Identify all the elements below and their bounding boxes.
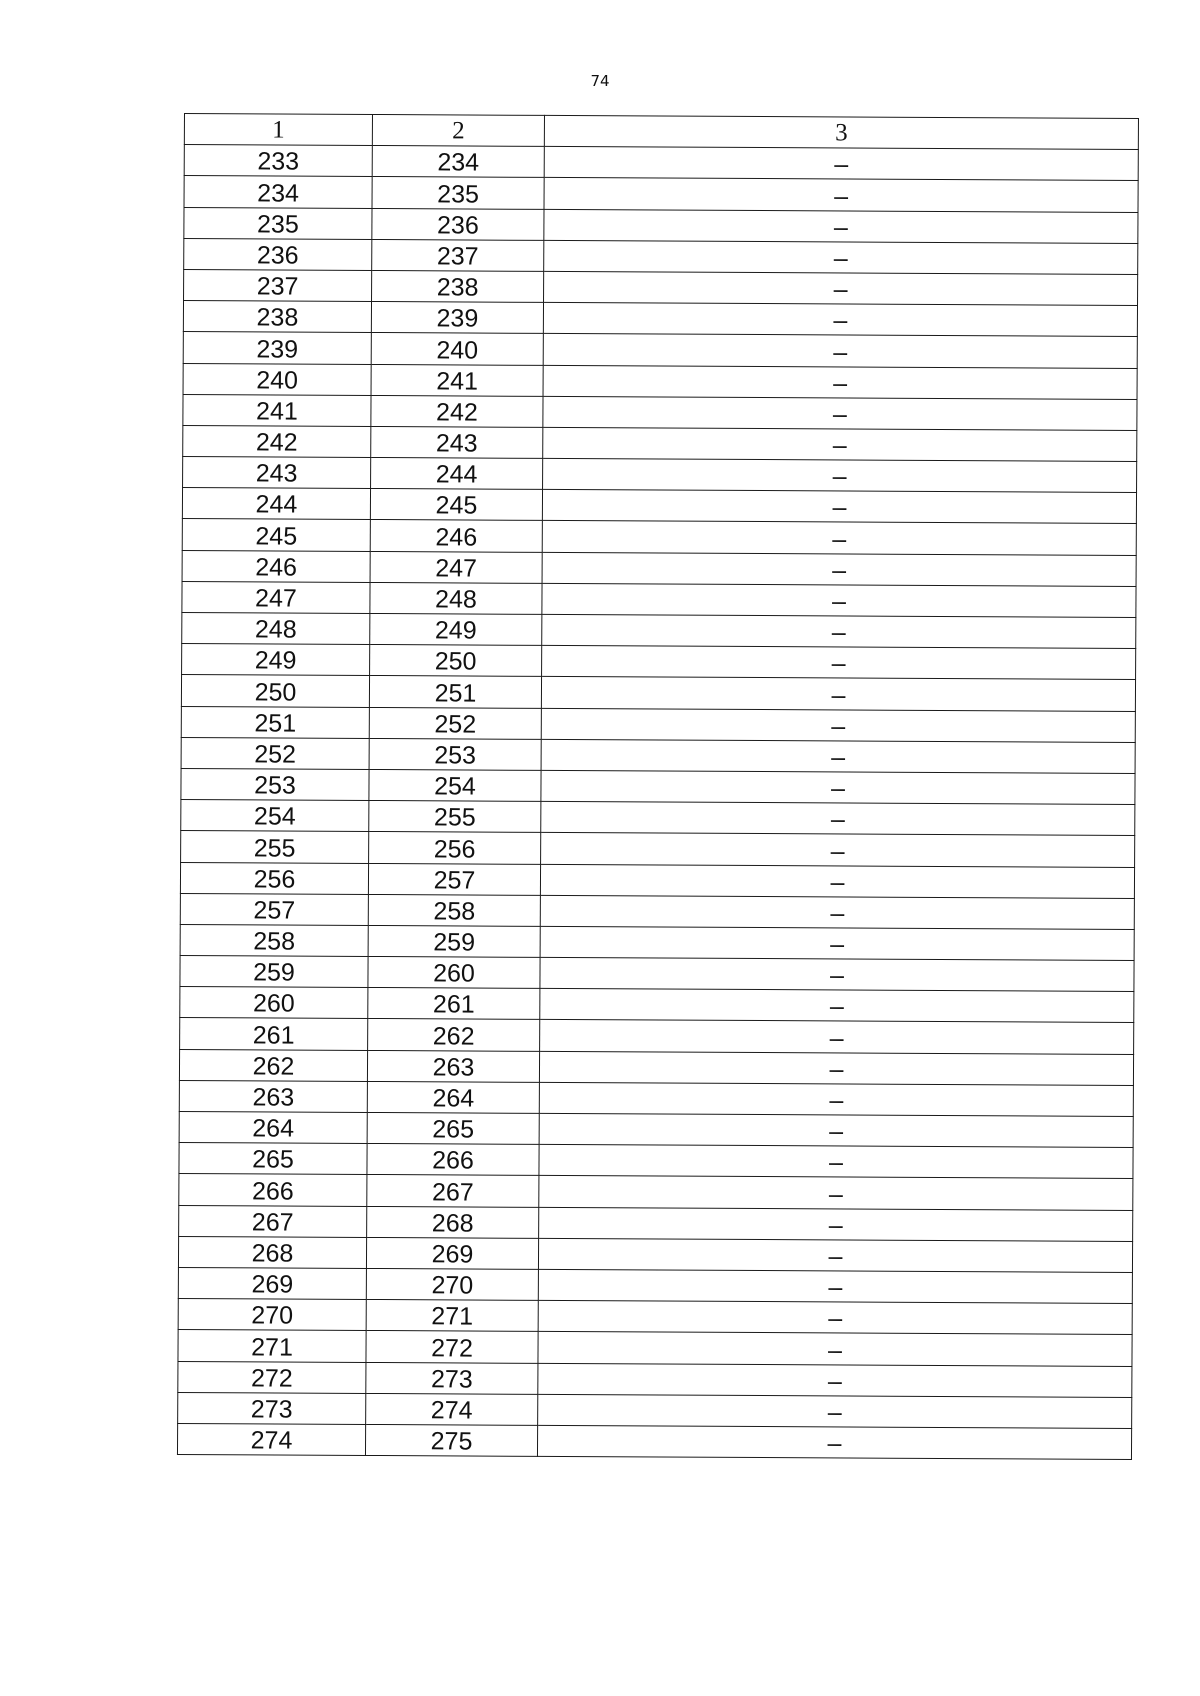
column-header: 1 [184, 114, 372, 146]
table-row [179, 1049, 1133, 1085]
table-cell: – [538, 1300, 1132, 1334]
table-cell: – [542, 521, 1136, 555]
table-cell: 261 [180, 1018, 368, 1050]
table-cell: 254 [181, 800, 369, 832]
table-cell: 237 [184, 269, 372, 301]
table-cell: 272 [366, 1331, 538, 1363]
table-cell: 240 [371, 333, 543, 365]
table-cell: 245 [182, 519, 370, 551]
table-cell: 259 [368, 925, 540, 957]
table-row [178, 1299, 1132, 1335]
table-cell: 263 [367, 1050, 539, 1082]
table-row [180, 1018, 1134, 1054]
table-row [180, 956, 1134, 992]
table-cell: – [544, 240, 1138, 274]
table-cell: – [540, 864, 1134, 898]
table-cell: – [538, 1332, 1132, 1366]
table-cell: – [543, 396, 1137, 430]
table-cell: 237 [372, 239, 544, 271]
table-row [182, 644, 1136, 680]
table-cell: 273 [178, 1392, 366, 1424]
table-cell: – [541, 833, 1135, 867]
table-cell: 241 [183, 394, 371, 426]
table-row [183, 394, 1137, 430]
table-cell: 270 [366, 1268, 538, 1300]
table-row [180, 987, 1134, 1023]
table-cell: 241 [371, 364, 543, 396]
table-row [178, 1267, 1132, 1303]
table-cell: 243 [371, 426, 543, 458]
table-cell: 264 [367, 1081, 539, 1113]
table-cell: 275 [365, 1424, 537, 1456]
table-cell: 260 [368, 957, 540, 989]
table-row [182, 581, 1136, 617]
table-cell: – [543, 458, 1137, 492]
table-row [183, 425, 1137, 461]
table-cell: – [541, 708, 1135, 742]
page-number: 74 [590, 72, 610, 90]
table-cell: – [541, 677, 1135, 711]
table-row [180, 893, 1134, 929]
table-cell: – [541, 770, 1135, 804]
table-cell: 268 [178, 1236, 366, 1268]
table-cell: 273 [366, 1362, 538, 1394]
table-cell: – [541, 739, 1135, 773]
table-cell: – [542, 583, 1136, 617]
table-row [180, 862, 1134, 898]
table-cell: – [543, 365, 1137, 399]
table-cell: 242 [183, 425, 371, 457]
table-cell: 268 [367, 1206, 539, 1238]
table-cell: 244 [371, 458, 543, 490]
table-cell: 233 [184, 145, 372, 177]
table-cell: 238 [183, 301, 371, 333]
table-cell: 264 [179, 1111, 367, 1143]
table-cell: – [538, 1269, 1132, 1303]
table-cell: 244 [182, 488, 370, 520]
table-cell: – [544, 147, 1138, 181]
table-cell: – [537, 1425, 1131, 1459]
table-row [181, 706, 1135, 742]
table-cell: – [541, 802, 1135, 836]
table-cell: 272 [178, 1361, 366, 1393]
table-row [181, 768, 1135, 804]
table-row [184, 207, 1138, 243]
table-cell: 265 [367, 1112, 539, 1144]
table-cell: – [543, 334, 1137, 368]
table-row [181, 675, 1135, 711]
table-cell: 246 [182, 550, 370, 582]
table-cell: 235 [372, 177, 544, 209]
table-cell: 265 [179, 1143, 367, 1175]
table-cell: – [543, 427, 1137, 461]
table-cell: 239 [371, 302, 543, 334]
table-cell: 234 [184, 176, 372, 208]
column-header: 2 [372, 114, 544, 146]
table-row [184, 145, 1138, 181]
table-cell: 242 [371, 395, 543, 427]
table-cell: 252 [181, 737, 369, 769]
column-header: 3 [544, 115, 1138, 149]
table-cell: 266 [179, 1174, 367, 1206]
table-cell: 257 [180, 893, 368, 925]
table-cell: 253 [369, 738, 541, 770]
table-cell: – [539, 1207, 1133, 1241]
table-cell: 235 [184, 207, 372, 239]
table-cell: 258 [180, 924, 368, 956]
table-cell: 261 [368, 988, 540, 1020]
table-cell: 248 [370, 582, 542, 614]
table-cell: 274 [366, 1393, 538, 1425]
table-row [181, 831, 1135, 867]
table-cell: 236 [372, 208, 544, 240]
table-row [182, 519, 1136, 555]
table-cell: 269 [366, 1237, 538, 1269]
table-cell: 274 [177, 1423, 365, 1455]
table-cell: – [544, 209, 1138, 243]
table-row [179, 1174, 1133, 1210]
table-cell: – [542, 552, 1136, 586]
table-cell: – [539, 1051, 1133, 1085]
table-cell: 239 [183, 332, 371, 364]
table-cell: 255 [181, 831, 369, 863]
table-cell: 256 [369, 832, 541, 864]
table-row [180, 924, 1134, 960]
table-row [182, 488, 1136, 524]
table-cell: 250 [370, 645, 542, 677]
table-cell: – [542, 614, 1136, 648]
table-header-row [184, 114, 1138, 150]
table-cell: 257 [368, 863, 540, 895]
table-row [178, 1392, 1132, 1428]
table-cell: 251 [181, 706, 369, 738]
table-cell: 246 [370, 520, 542, 552]
table-cell: – [540, 957, 1134, 991]
table-cell: 247 [370, 551, 542, 583]
table-row [178, 1236, 1132, 1272]
table-cell: 262 [368, 1019, 540, 1051]
table-row [183, 457, 1137, 493]
table-cell: 234 [372, 146, 544, 178]
table-row [178, 1330, 1132, 1366]
table-cell: 255 [369, 801, 541, 833]
table-cell: – [544, 178, 1138, 212]
table-row [182, 612, 1136, 648]
table-cell: 250 [181, 675, 369, 707]
table-row [183, 332, 1137, 368]
table-cell: 258 [368, 894, 540, 926]
table-cell: 249 [182, 644, 370, 676]
table-row [184, 176, 1138, 212]
table-cell: 247 [182, 581, 370, 613]
table-row [181, 737, 1135, 773]
table-cell: 269 [178, 1267, 366, 1299]
table-cell: – [540, 926, 1134, 960]
table-cell: 270 [178, 1299, 366, 1331]
table-cell: – [544, 271, 1138, 305]
table-cell: 259 [180, 956, 368, 988]
table-cell: – [540, 1020, 1134, 1054]
table-cell: 253 [181, 768, 369, 800]
table-cell: – [539, 1176, 1133, 1210]
table-cell: – [540, 895, 1134, 929]
table-row [177, 1423, 1131, 1459]
table-row [183, 301, 1137, 337]
table-cell: – [538, 1394, 1132, 1428]
table-cell: 260 [180, 987, 368, 1019]
table-cell: 267 [179, 1205, 367, 1237]
table-cell: 243 [183, 457, 371, 489]
table-cell: – [539, 1113, 1133, 1147]
table-cell: – [538, 1238, 1132, 1272]
table-cell: 238 [372, 270, 544, 302]
table-cell: – [539, 1082, 1133, 1116]
table-cell: 262 [179, 1049, 367, 1081]
table-cell: 236 [184, 238, 372, 270]
table-cell: 266 [367, 1144, 539, 1176]
table-row [179, 1111, 1133, 1147]
table-cell: 254 [369, 769, 541, 801]
table-row [182, 550, 1136, 586]
table-cell: 240 [183, 363, 371, 395]
table-cell: 271 [366, 1300, 538, 1332]
table-row [181, 800, 1135, 836]
table-cell: 251 [369, 676, 541, 708]
table-cell: 267 [367, 1175, 539, 1207]
table-row [184, 238, 1138, 274]
table-row [179, 1143, 1133, 1179]
table-row [179, 1205, 1133, 1241]
table-cell: 271 [178, 1330, 366, 1362]
table-cell: 245 [370, 489, 542, 521]
table-cell: – [543, 303, 1137, 337]
data-table [177, 113, 1139, 1460]
table-cell: – [540, 989, 1134, 1023]
table-cell: 248 [182, 612, 370, 644]
table-cell: – [542, 646, 1136, 680]
table-cell: – [542, 490, 1136, 524]
table-body [177, 114, 1138, 1460]
table-cell: 249 [370, 613, 542, 645]
table-row [178, 1361, 1132, 1397]
table-cell: 256 [180, 862, 368, 894]
table-cell: 252 [369, 707, 541, 739]
table-row [183, 363, 1137, 399]
table-cell: – [539, 1145, 1133, 1179]
table-row [179, 1080, 1133, 1116]
table-cell: 263 [179, 1080, 367, 1112]
table-cell: – [538, 1363, 1132, 1397]
table-row [184, 269, 1138, 305]
